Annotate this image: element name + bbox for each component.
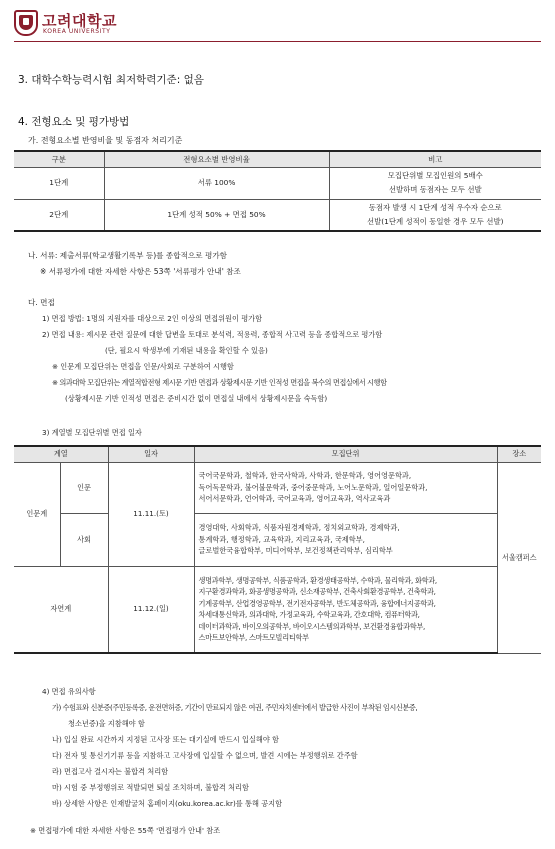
caution-item-d: 라) 면접고사 결시자는 불합격 처리함 bbox=[52, 767, 169, 776]
subsection-c-title: 다. 면접 bbox=[28, 298, 55, 307]
sahoe-units-cell bbox=[194, 513, 497, 566]
section-3-title: 3. 대학수학능력시험 최저학력기준: 없음 bbox=[18, 74, 204, 86]
note-line: 선발(1단계 성적이 동일한 경우 모두 선발) bbox=[367, 216, 504, 226]
inmun-units-cell bbox=[194, 462, 497, 513]
unit-line: 독어독문학과, 불어불문학과, 중어중문학과, 노어노문학과, 일어일문학과, bbox=[198, 482, 428, 492]
jayeon-units-cell bbox=[194, 566, 497, 653]
subsection-b-title: 나. 서류: 제출서류(학교생활기록부 등)를 종합적으로 평가함 bbox=[28, 251, 228, 260]
unit-line: 국어국문학과, 철학과, 한국사학과, 사학과, 한문학과, 영어영문학과, bbox=[198, 471, 412, 481]
unit-line: 차세대통신학과, 의과대학, 가정교육과, 수학교육과, 간호대학, 컴퓨터학과, bbox=[198, 610, 420, 620]
table-row bbox=[14, 199, 541, 231]
unit-line: 스마트보안학부, 스마트모빌리티학부 bbox=[198, 633, 309, 643]
note-line: 선발하며 동점자는 모두 선발 bbox=[388, 185, 482, 194]
header-units: 모집단위 bbox=[194, 446, 497, 462]
stage-cell: 1단계 bbox=[14, 167, 104, 199]
humanities-track-cell: 인문계 bbox=[14, 462, 60, 566]
unit-line: 지구환경과학과, 화공생명공학과, 신소재공학부, 건축사회환경공학부, 건축학과, bbox=[198, 587, 436, 597]
note-cell bbox=[329, 167, 541, 199]
unit-line: 경영대학, 사회학과, 식품자원경제학과, 정치외교학과, 경제학과, bbox=[198, 523, 400, 533]
caution-item-a: 가) 수험표와 신분증(주민등록증, 운전면허증, 기간이 만료되지 않은 여권, 주민자치센터에서 발급한 사진이 부착된 임시신분증, bbox=[52, 703, 418, 712]
final-note: ※ 면접평가에 대한 자세한 사항은 55쪽 '면접평가 안내' 참조 bbox=[30, 826, 221, 835]
subsection-a-title: 가. 전형요소별 반영비율 및 동점자 처리기준 bbox=[28, 136, 183, 145]
caution-item-e: 마) 시험 중 부정행위로 적발되면 퇴실 조치하며, 불합격 처리함 bbox=[52, 783, 249, 792]
interview-content: 2) 면접 내용: 제시문 관련 질문에 대한 답변을 토대로 분석력, 적용력, 종합적 사고력 등을 종합적으로 평가함 bbox=[42, 330, 383, 339]
unit-line: 통계학과, 행정학과, 교육학과, 지리교육과, 국제학부, bbox=[198, 534, 365, 544]
header-track: 계열 bbox=[14, 446, 108, 462]
table-row bbox=[14, 167, 541, 199]
place-cell: 서울캠퍼스 bbox=[497, 462, 541, 653]
sahoe-subtrack-cell: 사회 bbox=[60, 513, 108, 566]
stage-cell: 2단계 bbox=[14, 199, 104, 231]
interview-note-2: ※ 의과대학 모집단위는 계열적합전형 제시문 기반 면접과 상황제시문 기반 인적성 면접을 복수의 면접실에서 시행함 bbox=[52, 378, 387, 387]
ratio-table-header bbox=[14, 151, 541, 167]
header-place: 장소 bbox=[497, 446, 541, 462]
ratio-table bbox=[14, 150, 541, 232]
table-row bbox=[14, 462, 541, 513]
table-row bbox=[14, 513, 541, 566]
caution-item-c: 다) 전자 및 통신기기류 등을 지참하고 고사장에 입실할 수 없으며, 발견 시에는 부정행위로 간주함 bbox=[52, 751, 358, 760]
note-cell bbox=[329, 199, 541, 231]
unit-line: 서어서문학과, 언어학과, 국어교육과, 영어교육과, 역사교육과 bbox=[198, 494, 391, 504]
date-cell-1: 11.11.(토) bbox=[108, 462, 194, 566]
ratio-cell: 서류 100% bbox=[104, 167, 329, 199]
interview-date-table bbox=[14, 445, 541, 654]
caution-item-a-cont: 청소년증)을 지참해야 함 bbox=[68, 719, 145, 728]
unit-line: 데이터과학과, 바이오의공학부, 바이오시스템의과학부, 보건환경융합과학부, bbox=[198, 621, 425, 631]
interview-content-sub: (단, 필요시 학생부에 기재된 내용을 확인할 수 있음) bbox=[105, 346, 268, 355]
note-line: 동점자 발생 시 1단계 성적 우수자 순으로 bbox=[368, 202, 502, 212]
inmun-subtrack-cell: 인문 bbox=[60, 462, 108, 513]
header-date: 일자 bbox=[108, 446, 194, 462]
unit-line: 생명과학부, 생명공학부, 식품공학과, 환경생태공학부, 수학과, 물리학과, 화학과, bbox=[198, 575, 437, 585]
date-cell-2: 11.12.(일) bbox=[108, 566, 194, 653]
logo-korean: 고려대학교 bbox=[42, 12, 117, 30]
date-table-header bbox=[14, 446, 541, 462]
caution-item-b: 나) 입실 완료 시간까지 지정된 고사장 또는 대기실에 반드시 입실해야 함 bbox=[52, 735, 280, 744]
unit-line: 글로벌한국융합학부, 미디어학부, 보건정책관리학부, 심리학부 bbox=[198, 546, 393, 556]
interview-method: 1) 면접 방법: 1명의 지원자를 대상으로 2인 이상의 면접위원이 평가함 bbox=[42, 314, 263, 323]
note-line: 모집단위별 모집인원의 5배수 bbox=[387, 171, 483, 180]
interview-caution-title: 4) 면접 유의사항 bbox=[42, 687, 96, 696]
subsection-b-note: ※ 서류평가에 대한 자세한 사항은 53쪽 '서류평가 안내' 참조 bbox=[40, 267, 241, 276]
university-seal-icon bbox=[14, 10, 38, 36]
interview-note-3: (상황제시문 기반 인적성 면접은 준비시간 없이 면접실 내에서 상황제시문을 숙독함) bbox=[65, 394, 328, 403]
interview-date-title: 3) 계열별 모집단위별 면접 일자 bbox=[42, 428, 142, 437]
table-row bbox=[14, 566, 541, 653]
logo-english: KOREA UNIVERSITY bbox=[43, 28, 111, 35]
interview-note-1: ※ 인문계 모집단위는 면접을 인문/사회로 구분하여 시행함 bbox=[52, 362, 234, 371]
unit-line: 기계공학부, 산업경영공학부, 전기전자공학부, 반도체공학과, 융합에너지공학과, bbox=[198, 598, 436, 608]
header-stage: 구분 bbox=[14, 151, 104, 167]
header-note: 비고 bbox=[329, 151, 541, 167]
ratio-cell: 1단계 성적 50% + 면접 50% bbox=[104, 199, 329, 231]
science-track-cell: 자연계 bbox=[14, 566, 108, 653]
caution-item-f: 바) 상세한 사항은 인재발굴처 홈페이지(oku.korea.ac.kr)를 통해 공지함 bbox=[52, 799, 283, 808]
page-header bbox=[14, 8, 541, 42]
section-4-title: 4. 전형요소 및 평가방법 bbox=[18, 116, 130, 128]
header-ratio: 전형요소별 반영비율 bbox=[104, 151, 329, 167]
